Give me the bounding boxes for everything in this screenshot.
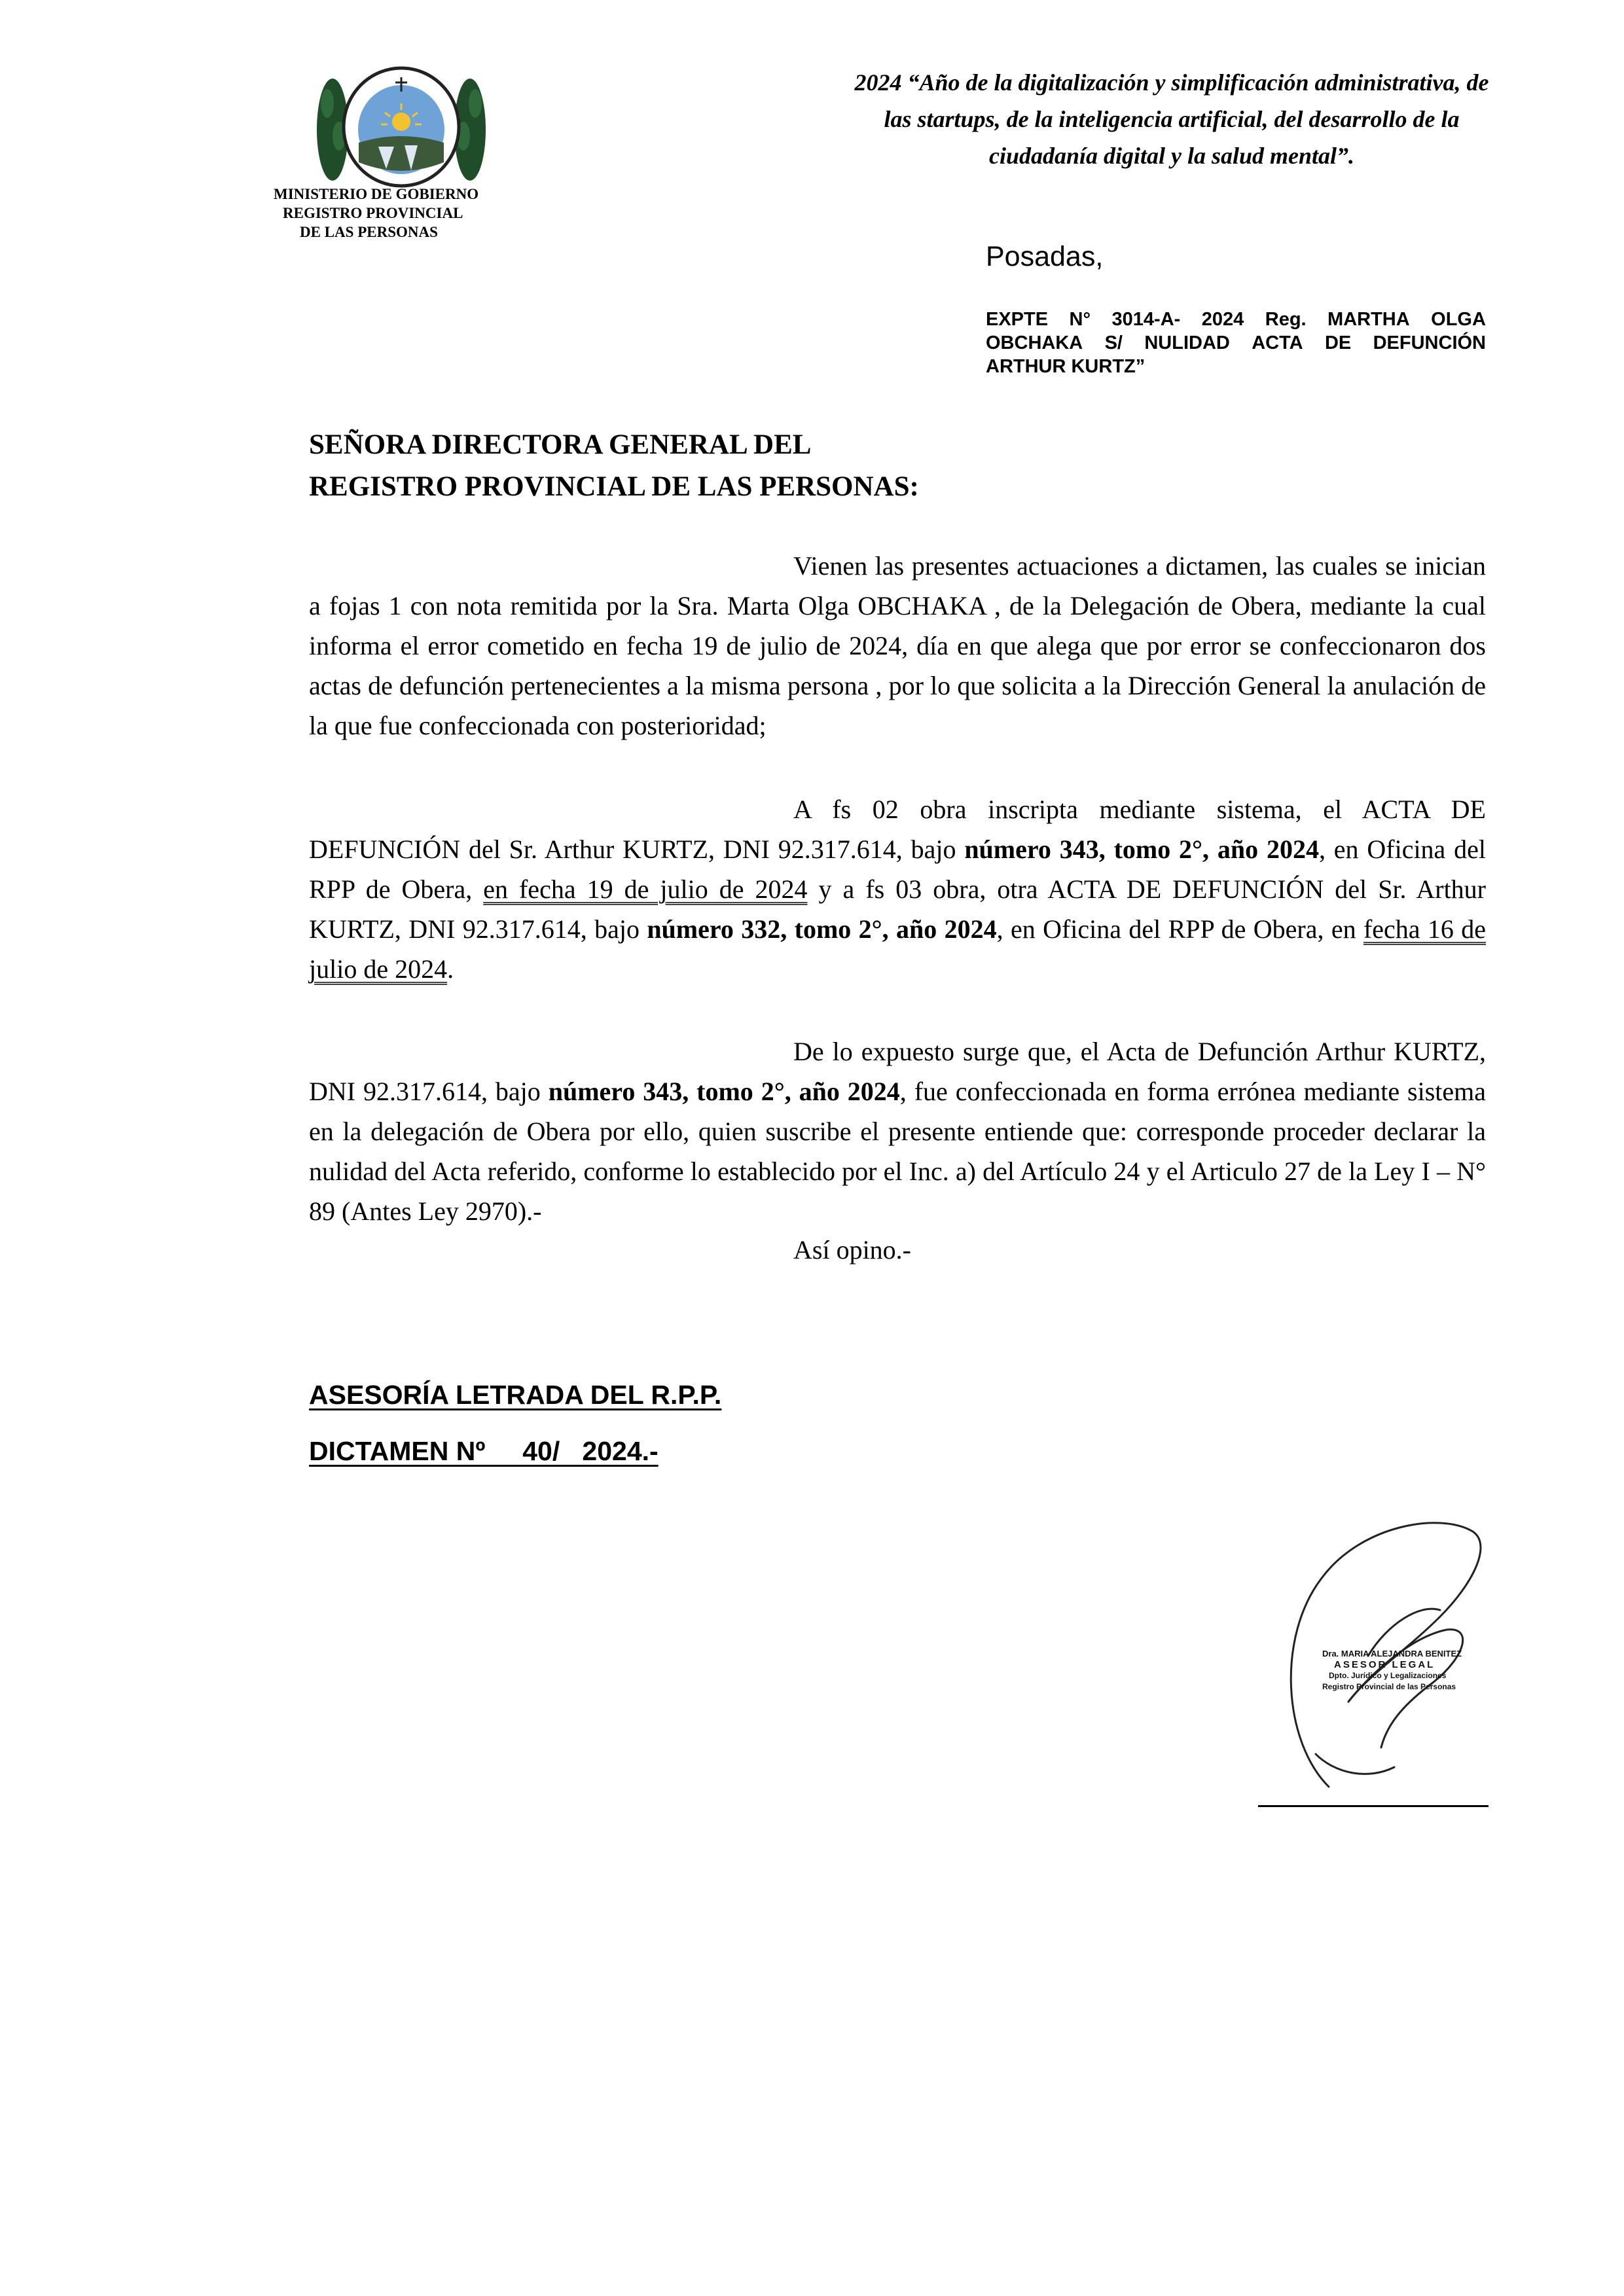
expediente-word: N° (1069, 309, 1091, 330)
expediente-word: DE (1324, 332, 1352, 353)
paragraph-1 (309, 546, 1486, 745)
paragraph-text: , en Oficina del RPP de Obera, en (996, 914, 1363, 944)
expediente-word: 3014-A- (1111, 309, 1181, 330)
ministry-header (274, 185, 522, 242)
paragraph-text: , fue confeccionada en forma errónea mediante sistema en la delegación de Obera por ello, quien suscribe el presente entiende que: corresponde proceder declarar la nulidad del Acta referido, conforme lo establecido por el Inc. a) del Artículo 24 y el Articulo 27 de la Ley I – N° 89 (Antes Ley 2970).- (309, 1077, 1486, 1226)
dictamen-number: DICTAMEN Nº 40/ 2024.- (309, 1436, 659, 1466)
underlined-date: fecha 16 de julio de 2024 (309, 914, 1486, 984)
stamp-line: Dra. MARIA ALEJANDRA BENITEZ (1322, 1649, 1462, 1659)
addressee (309, 424, 919, 508)
ministry-line: DE LAS PERSONAS (300, 224, 438, 240)
bold-acta-number: número 343, tomo 2°, año 2024 (548, 1077, 900, 1106)
addressee-line: SEÑORA DIRECTORA GENERAL DEL (309, 429, 812, 460)
ministry-line: MINISTERIO DE GOBIERNO (274, 186, 479, 202)
expediente-word: MARTHA (1327, 309, 1410, 330)
expediente-line-1 (986, 308, 1486, 331)
provincia-de-misiones-seal-icon (313, 64, 490, 191)
expediente-word: OBCHAKA (986, 332, 1083, 353)
motto-line: las startups, de la inteligencia artificial, del desarrollo de la (884, 106, 1460, 132)
paragraph-3 (309, 1031, 1486, 1231)
place-date: Posadas, (986, 241, 1104, 272)
paragraph-text: , en Oficina del RPP de Obera, (309, 834, 1487, 904)
expediente-word: S/ (1104, 332, 1123, 353)
stamp-line: ASESOR LEGAL (1334, 1659, 1435, 1670)
office-name: ASESORÍA LETRADA DEL R.P.P. (309, 1380, 722, 1410)
year-motto (766, 64, 1578, 174)
paragraph-text: A fs 02 obra inscripta mediante sistema, el ACTA DE DEFUNCIÓN del Sr. Arthur KURTZ, DNI 92.317.614, bajo (309, 795, 1486, 864)
ministry-line: REGISTRO PROVINCIAL (283, 205, 463, 221)
expediente-word: OLGA (1431, 309, 1486, 330)
paragraph-text: De lo expuesto surge que, el Acta de Defunción Arthur KURTZ, DNI 92.317.614, bajo (309, 1037, 1486, 1106)
paragraph-2 (309, 789, 1486, 989)
bold-acta-number: número 332, tomo 2°, año 2024 (647, 914, 997, 944)
bold-acta-number: número 343, tomo 2°, año 2024 (964, 834, 1319, 864)
signature-stamp (1322, 1648, 1486, 1693)
expediente-reference (986, 308, 1486, 378)
expediente-word: NULIDAD (1144, 332, 1230, 353)
expediente-word: DEFUNCIÓN (1373, 332, 1486, 353)
motto-line: 2024 “Año de la digitalización y simplificación administrativa, de (854, 69, 1489, 96)
stamp-line: Dpto. Jurídico y Legalizaciones (1329, 1671, 1447, 1680)
motto-line: ciudadanía digital y la salud mental”. (988, 143, 1355, 169)
underlined-date: en fecha 19 de julio de 2024 (483, 874, 808, 904)
closing-phrase: Así opino.- (793, 1235, 911, 1265)
signature-line (1258, 1805, 1489, 1807)
expediente-word: 2024 (1201, 309, 1244, 330)
expediente-word: Reg. (1265, 309, 1307, 330)
paragraph-text: y a fs 03 obra, otra ACTA DE DEFUNCIÓN del Sr. Arthur KURTZ, DNI 92.317.614, bajo (309, 874, 1487, 944)
addressee-line: REGISTRO PROVINCIAL DE LAS PERSONAS: (309, 471, 919, 502)
expediente-word: EXPTE (986, 309, 1049, 330)
paragraph-text: . (447, 954, 454, 984)
stamp-line: Registro Provincial de las Personas (1322, 1682, 1456, 1691)
expediente-line-2 (986, 331, 1486, 355)
expediente-line-3: ARTHUR KURTZ” (986, 356, 1146, 377)
expediente-word: ACTA (1252, 332, 1303, 353)
paragraph-text: Vienen las presentes actuaciones a dictamen, las cuales se inician a fojas 1 con nota remitida por la Sra. Marta Olga OBCHAKA , de la Delegación de Obera, mediante la cual informa el error cometido en fecha 19 de julio de 2024, día en que alega que por error se confeccionaron dos actas de defunción pertenecientes a la misma persona , por lo que solicita a la Dirección General la anulación de la que fue confeccionada con posterioridad; (309, 551, 1486, 740)
footer-block (309, 1367, 721, 1479)
